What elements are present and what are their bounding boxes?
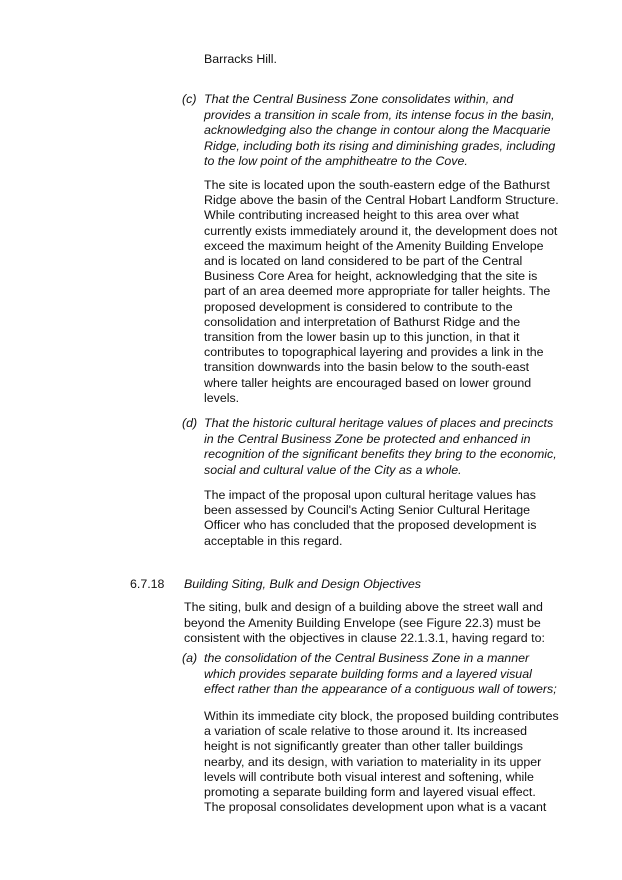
- item-c-response-line: Ridge above the basin of the Central Hobart Landform Structure.: [204, 193, 559, 208]
- item-c-response-line: transition downwards into the basin below to the south-east: [204, 360, 530, 375]
- item-c-label: (c): [182, 92, 197, 106]
- item-a-response-line: The proposal consolidates development upon what is a vacant: [204, 800, 547, 815]
- item-c-response-line: While contributing increased height to this area over what: [204, 208, 519, 223]
- item-d-label: (d): [182, 416, 198, 430]
- item-c-response-line: contributes to topographical layering and provides a link in the: [204, 345, 544, 360]
- item-a-response-line: height is not significantly greater than other taller buildings: [204, 739, 523, 754]
- item-d-objective-line: in the Central Business Zone be protected and enhanced in: [204, 431, 531, 446]
- item-c-objective-line: acknowledging also the change in contour along the Macquarie: [204, 123, 551, 137]
- item-c-response-line: part of an area deemed more appropriate for taller heights. The: [204, 284, 551, 299]
- item-c-response-line: transition from the lower basin up to this junction, in that it: [204, 330, 520, 344]
- section-number: 6.7.18: [130, 577, 165, 591]
- item-c-response-line: The site is located upon the south-eastern edge of the Bathurst: [204, 178, 550, 192]
- item-d-response-line: Officer who has concluded that the proposed development is: [204, 518, 537, 533]
- item-a-response-line: levels will contribute both visual interest and softening, while: [204, 769, 534, 784]
- item-c-objective-line: That the Central Business Zone consolidates within, and: [204, 92, 514, 106]
- item-a-response-line: promoting a separate building form and layered visual effect.: [204, 785, 536, 799]
- item-c-response-line: and is located on land considered to be part of the Central: [204, 254, 523, 268]
- item-c-response-line: consolidation and interpretation of Bathurst Ridge and the: [204, 314, 521, 329]
- item-d-response-line: The impact of the proposal upon cultural heritage values has: [204, 488, 536, 502]
- item-c-objective-line: provides a transition in scale from, its intense focus in the basin,: [204, 107, 555, 122]
- item-c-response-line: proposed development is considered to contribute to the: [204, 299, 513, 314]
- section-intro-line: The siting, bulk and design of a building above the street wall and: [184, 600, 543, 614]
- item-d-objective-line: That the historic cultural heritage values of places and precincts: [204, 416, 554, 430]
- item-d-response-line: acceptable in this regard.: [204, 533, 343, 548]
- section-intro-line: beyond the Amenity Building Envelope (see Figure 22.3) must be: [184, 615, 541, 630]
- item-d-objective-line: recognition of the significant benefits they bring to the economic,: [204, 447, 557, 461]
- item-c-objective-line: to the low point of the amphitheatre to the Cove.: [204, 154, 468, 168]
- item-c-objective-line: Ridge, including both its rising and diminishing grades, including: [204, 138, 556, 153]
- item-a-label: (a): [182, 651, 198, 665]
- item-a-objective-line: the consolidation of the Central Business Zone in a manner: [204, 651, 530, 665]
- item-a-objective-line: which provides separate building forms and a layered visual: [204, 666, 532, 681]
- item-a-response-line: nearby, and its design, with variation to materiality in its upper: [204, 754, 542, 769]
- item-d-response-line: been assessed by Council's Acting Senior Cultural Heritage: [204, 503, 531, 518]
- item-c-response-line: where taller heights are encouraged based on lower ground: [204, 375, 532, 390]
- item-c-response-line: currently exists immediately around it, the development does not: [204, 223, 558, 238]
- item-a-response-line: a variation of scale relative to those around it. Its increased: [204, 724, 528, 739]
- item-c-response-line: exceed the maximum height of the Amenity Building Envelope: [204, 238, 544, 253]
- item-c-response-line: Business Core Area for height, acknowledging that the site is: [204, 269, 538, 284]
- intro-text: Barracks Hill.: [204, 52, 277, 66]
- item-d-objective-line: social and cultural value of the City as a whole.: [204, 462, 462, 477]
- item-c-response-line: levels.: [204, 390, 240, 405]
- section-intro-line: consistent with the objectives in clause 22.1.3.1, having regard to:: [184, 631, 545, 645]
- item-a-response-line: Within its immediate city block, the proposed building contributes: [204, 709, 559, 723]
- section-title: Building Siting, Bulk and Design Objectives: [184, 577, 421, 591]
- item-a-objective-line: effect rather than the appearance of a contiguous wall of towers;: [204, 682, 557, 696]
